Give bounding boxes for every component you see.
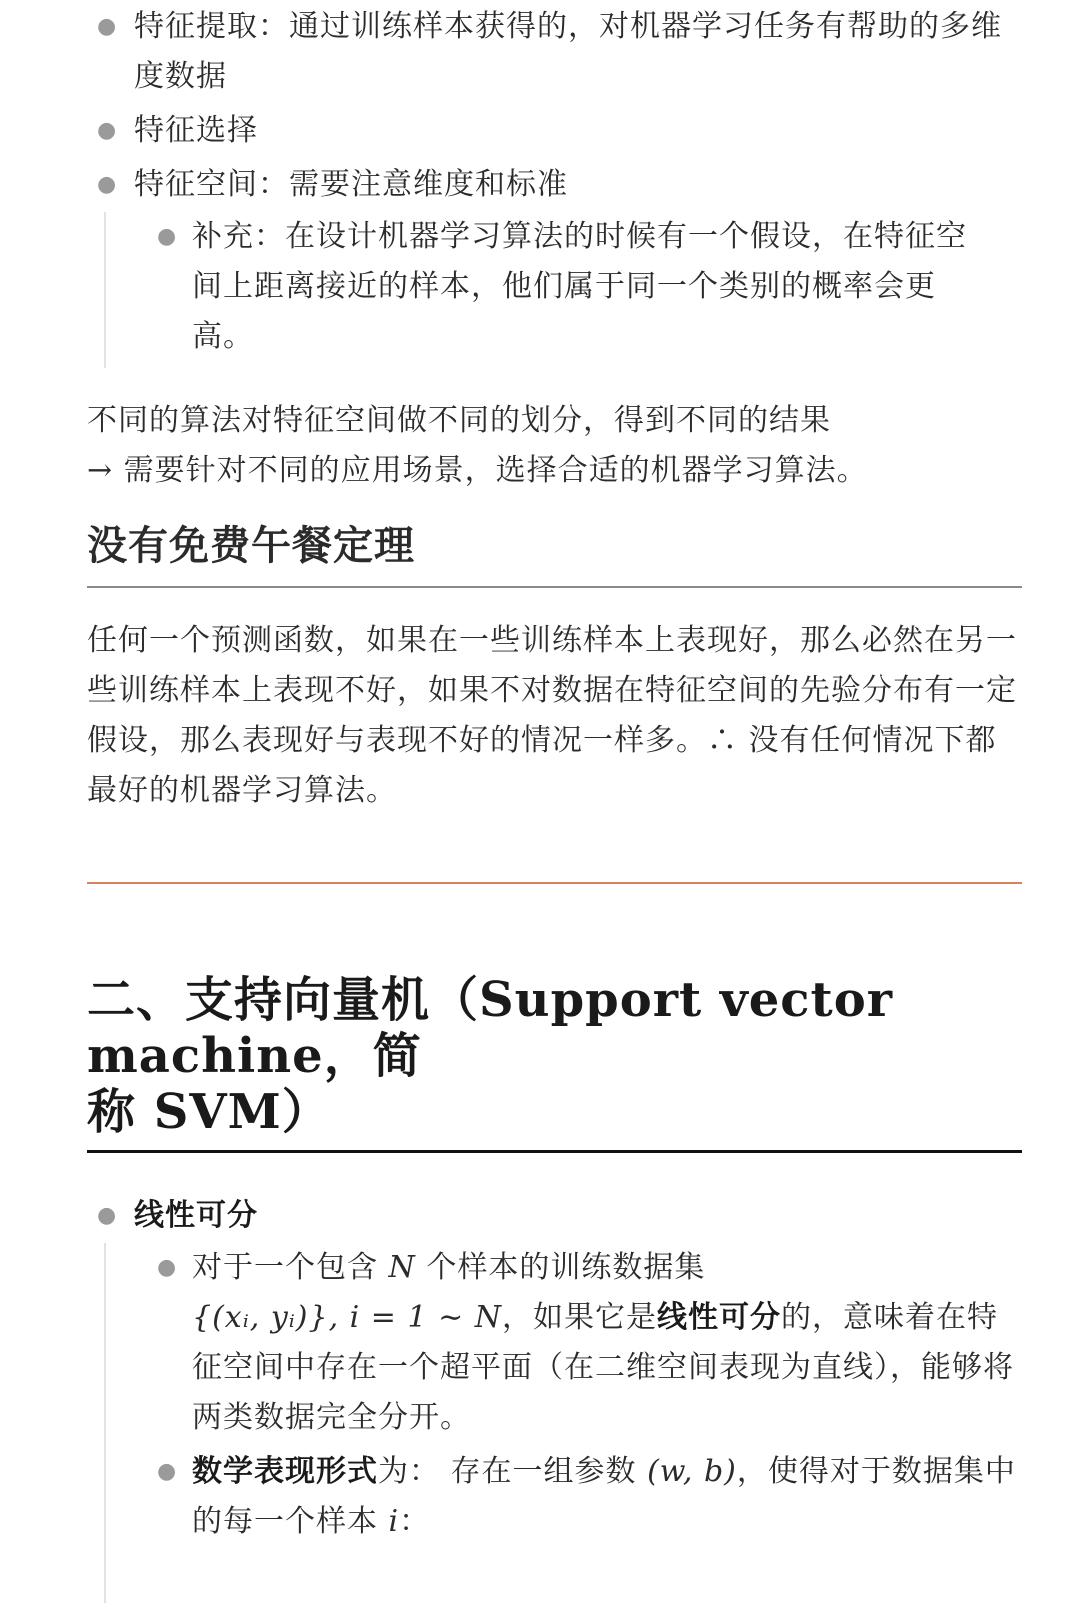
list-item — [87, 106, 1022, 156]
chapter-divider — [87, 1150, 1022, 1153]
bullet-icon: ● — [157, 224, 178, 249]
text-fragment: ： — [399, 1504, 431, 1539]
paragraph-line: 不同的算法对特征空间做不同的划分，得到不同的结果 — [87, 403, 831, 438]
math-formula: (w, b) — [647, 1454, 737, 1489]
emphasis-text: 线性可分 — [657, 1300, 782, 1335]
list-item — [89, 212, 982, 362]
text-fragment: 个样本的训练数据集 — [415, 1250, 706, 1285]
chapter-heading — [87, 972, 1022, 1140]
paragraph-line: → 需要针对不同的应用场景，选择合适的机器学习算法。 — [87, 453, 868, 488]
emphasis-text: 数学表现形式 — [192, 1454, 378, 1489]
list-item — [89, 1243, 1024, 1443]
list-item-text: 特征提取：通过训练样本获得的，对机器学习任务有帮助的多维度数据 — [134, 9, 1002, 94]
text-fragment: 为： 存在一组参数 — [378, 1454, 648, 1489]
math-formula: {(xᵢ, yᵢ)}, i = 1 ∼ N — [192, 1300, 503, 1335]
document-page — [87, 0, 1022, 1603]
bullet-icon: ● — [97, 1203, 118, 1228]
math-variable: N — [388, 1250, 416, 1285]
nested-list — [106, 212, 1022, 362]
chapter-heading-line2: 称 SVM） — [87, 1084, 331, 1140]
text-fragment: 对于一个包含 — [192, 1250, 389, 1285]
svm-list — [87, 1191, 1022, 1603]
nested-list-container — [104, 1243, 1022, 1603]
section-heading: 没有免费午餐定理 — [87, 522, 415, 569]
bullet-icon: ● — [157, 1459, 178, 1484]
text-fragment: ，使得对于数据集中的每一个样本 — [192, 1454, 1016, 1539]
list-item — [87, 160, 1022, 210]
chapter-heading-line1: 二、支持向量机（Support vector machine，简 — [87, 972, 894, 1084]
section-divider — [87, 586, 1022, 588]
text-fragment: ，如果它是 — [502, 1300, 658, 1335]
list-item-label: 线性可分 — [134, 1198, 258, 1233]
bullet-icon: ● — [157, 1255, 178, 1280]
math-variable: i — [388, 1504, 400, 1539]
bullet-icon: ● — [97, 118, 118, 143]
list-item-text: 补充：在设计机器学习算法的时候有一个假设，在特征空间上距离接近的样本，他们属于同一个类别的概率会更高。 — [192, 219, 967, 354]
section-body: 任何一个预测函数，如果在一些训练样本上表现好，那么必然在另一些训练样本上表现不好，如果不对数据在特征空间的先验分布有一定假设，那么表现好与表现不好的情况一样多。∴ 没有任何情况下都最好的机器学习算法。 — [87, 623, 1017, 808]
list-item-text: 特征空间：需要注意维度和标准 — [134, 167, 568, 202]
list-item — [89, 1447, 1024, 1547]
list-item-text: 特征选择 — [134, 113, 258, 148]
bullet-icon: ● — [97, 172, 118, 197]
list-item — [87, 2, 1022, 102]
nested-list-container — [104, 212, 1022, 368]
feature-list — [87, 2, 1022, 368]
text-fragment: 的，意味着在特征空间中存在一个超平面（在二维空间表现为直线），能够将两类数据完全分开。 — [192, 1300, 1014, 1435]
nested-list — [106, 1243, 1022, 1547]
list-item — [87, 1191, 1022, 1241]
horizontal-rule — [87, 882, 1022, 884]
algorithm-paragraph — [87, 396, 1022, 496]
bullet-icon: ● — [97, 14, 118, 39]
